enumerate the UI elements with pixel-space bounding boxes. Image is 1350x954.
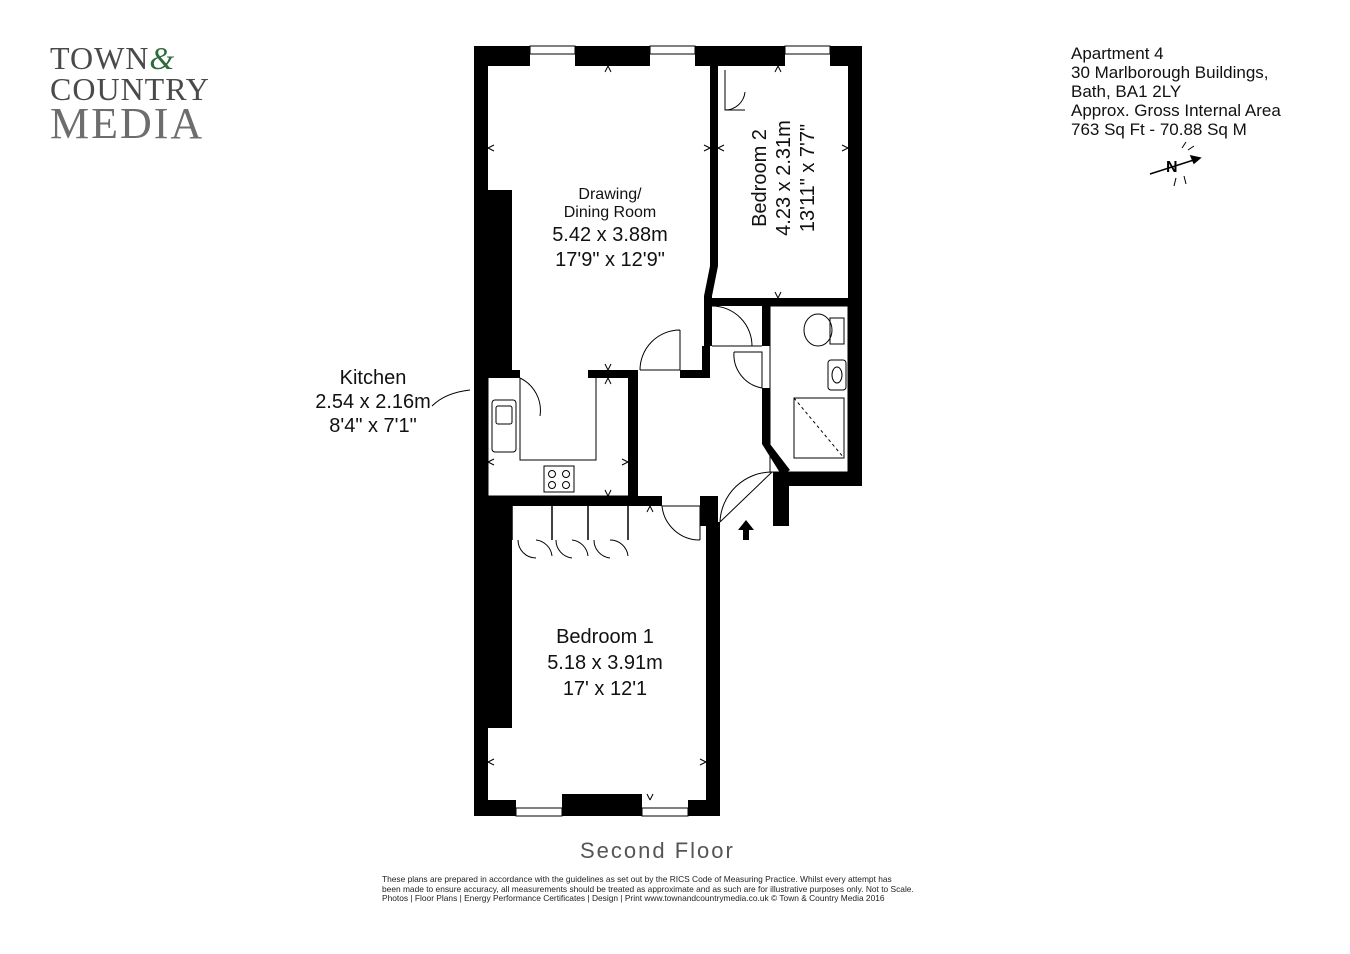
wall-left	[474, 46, 488, 816]
disclaimer-line-3: Photos | Floor Plans | Energy Performance Certificates | Design | Print www.townandcountrymedia.co.uk © Town & Country Media 2016	[382, 893, 885, 904]
address-line-apartment: Apartment 4	[1071, 44, 1164, 63]
room-size-bedroom2-imperial: 13'11" x 7'7"	[797, 123, 819, 233]
address-line-city: Bath, BA1 2LY	[1071, 82, 1182, 101]
bathroom-outline	[770, 306, 848, 472]
wall-kitchen-top-left	[486, 370, 520, 378]
tick-drawing-right	[704, 145, 710, 151]
room-name-bedroom1: Bedroom 1	[556, 626, 654, 648]
door-bedroom2	[712, 306, 762, 346]
window-top-2	[650, 46, 695, 54]
basin-icon	[828, 360, 846, 390]
toilet-icon	[804, 314, 832, 346]
room-size-bedroom1-metric: 5.18 x 3.91m	[547, 652, 663, 674]
tick-kitchen-right	[622, 459, 628, 465]
door-cupboard-bedroom2	[725, 70, 745, 110]
hob-icon	[544, 466, 574, 492]
tick-bedroom1-left	[488, 759, 494, 765]
wall-bath-left-lower	[762, 388, 770, 444]
room-size-bedroom1-imperial: 17' x 12'1	[562, 678, 648, 700]
entrance-arrow-icon	[738, 520, 754, 540]
wall-bath-bottom	[788, 472, 862, 486]
tick-drawing-bottom	[605, 364, 611, 370]
wall-hall-stub	[702, 346, 710, 378]
window-top-1	[530, 46, 575, 54]
wall-top-a	[474, 46, 530, 66]
logo-ampersand: &	[149, 40, 176, 76]
tick-kitchen-top	[605, 378, 611, 384]
door-bedroom1	[662, 506, 700, 540]
hob-ring-3	[549, 482, 556, 489]
compass-label: N	[1166, 159, 1178, 176]
tick-kitchen-left	[488, 459, 494, 465]
wardrobe-door-1	[518, 540, 552, 558]
tick-kitchen-bottom	[605, 490, 611, 496]
disclaimer	[382, 875, 972, 904]
wardrobe-door-2	[556, 540, 588, 558]
room-name-drawing-2: Dining Room	[563, 204, 657, 221]
logo-text-media: MEDIA	[50, 99, 205, 148]
wall-hall-corner	[700, 496, 718, 526]
logo-text-country: COUNTRY	[50, 71, 210, 107]
wall-bath-angle	[762, 444, 790, 476]
wall-kitchen-right	[628, 370, 638, 496]
tick-bedroom1-bottom	[647, 794, 653, 800]
window-top-3	[785, 46, 830, 54]
bathroom-fittings	[770, 306, 848, 472]
tick-bedroom1-top	[647, 506, 653, 512]
room-size-drawing-metric: 5.42 x 3.88m	[552, 224, 668, 246]
room-name-drawing-1: Drawing/	[578, 186, 642, 203]
wall-divider-lower	[704, 296, 712, 346]
wall-top-c	[695, 46, 785, 66]
wall-divider-kink	[704, 266, 718, 296]
tick-bedroom2-right	[842, 145, 848, 151]
wall-bedroom1-right	[706, 522, 720, 816]
tick-drawing-top	[605, 66, 611, 72]
wall-right	[848, 46, 862, 486]
area-label: Approx. Gross Internal Area	[1071, 101, 1281, 120]
address-line-street: 30 Marlborough Buildings,	[1071, 63, 1269, 82]
kitchen-fittings	[432, 378, 628, 496]
wall-kitchen-bottom	[486, 496, 662, 506]
room-size-kitchen-imperial: 8'4" x 7'1"	[329, 415, 417, 437]
wall-bottom-b	[562, 794, 642, 816]
hob-ring-2	[563, 471, 570, 478]
door-drawing	[640, 330, 680, 370]
room-label-drawing	[540, 186, 680, 272]
disclaimer-line-2: been made to ensure accuracy, all measurements should be treated as approximate and as such are for illustrative purposes only. Not to Scale.	[382, 883, 914, 894]
tick-bedroom2-top	[775, 66, 781, 72]
wall-bottom-a	[474, 800, 516, 816]
logo-text-town: TOWN	[50, 40, 150, 76]
wall-bedroom2-bottom	[712, 298, 848, 306]
room-size-drawing-imperial: 17'9" x 12'9"	[555, 249, 665, 271]
wall-left-thick-upper	[486, 190, 512, 370]
window-bottom-1	[516, 808, 562, 816]
hob-ring-4	[563, 482, 570, 489]
kitchen-counter-outer	[488, 378, 628, 496]
door-kitchen	[520, 378, 540, 416]
floor-name: Second Floor	[580, 838, 735, 863]
kitchen-sink-bowl	[496, 406, 512, 424]
wall-left-thick-lower	[486, 506, 512, 728]
wardrobe-door-3	[594, 540, 628, 558]
disclaimer-line-1: These plans are prepared in accordance with the guidelines as set out by the RICS Code of Measuring Practice. Whilst every attempt has	[382, 874, 892, 884]
room-size-kitchen-metric: 2.54 x 2.16m	[315, 391, 431, 413]
kitchen-counter-inner	[520, 378, 596, 460]
window-bottom-2	[642, 808, 688, 816]
wall-drawing-bedroom2	[710, 66, 718, 266]
room-size-bedroom2-metric: 4.23 x 2.31m	[773, 120, 795, 236]
wall-top-b	[575, 46, 650, 66]
tick-drawing-left	[488, 145, 494, 151]
shower-diagonal	[794, 398, 844, 458]
room-name-kitchen: Kitchen	[339, 367, 407, 389]
tick-bedroom1-right	[700, 759, 706, 765]
door-entrance	[720, 472, 772, 522]
room-name-bedroom2: Bedroom 2	[749, 129, 771, 227]
wall-entrance-right	[773, 472, 789, 526]
basin-bowl	[832, 367, 842, 383]
hob-ring-1	[549, 471, 556, 478]
area-value: 763 Sq Ft - 70.88 Sq M	[1071, 120, 1247, 139]
tick-bedroom2-left	[718, 145, 724, 151]
compass-icon	[1150, 142, 1200, 186]
wall-bath-left-upper	[762, 306, 770, 346]
tick-bedroom2-bottom	[775, 292, 781, 298]
room-label-kitchen	[298, 366, 448, 438]
room-label-bedroom1	[520, 624, 690, 702]
door-bathroom	[734, 352, 762, 388]
